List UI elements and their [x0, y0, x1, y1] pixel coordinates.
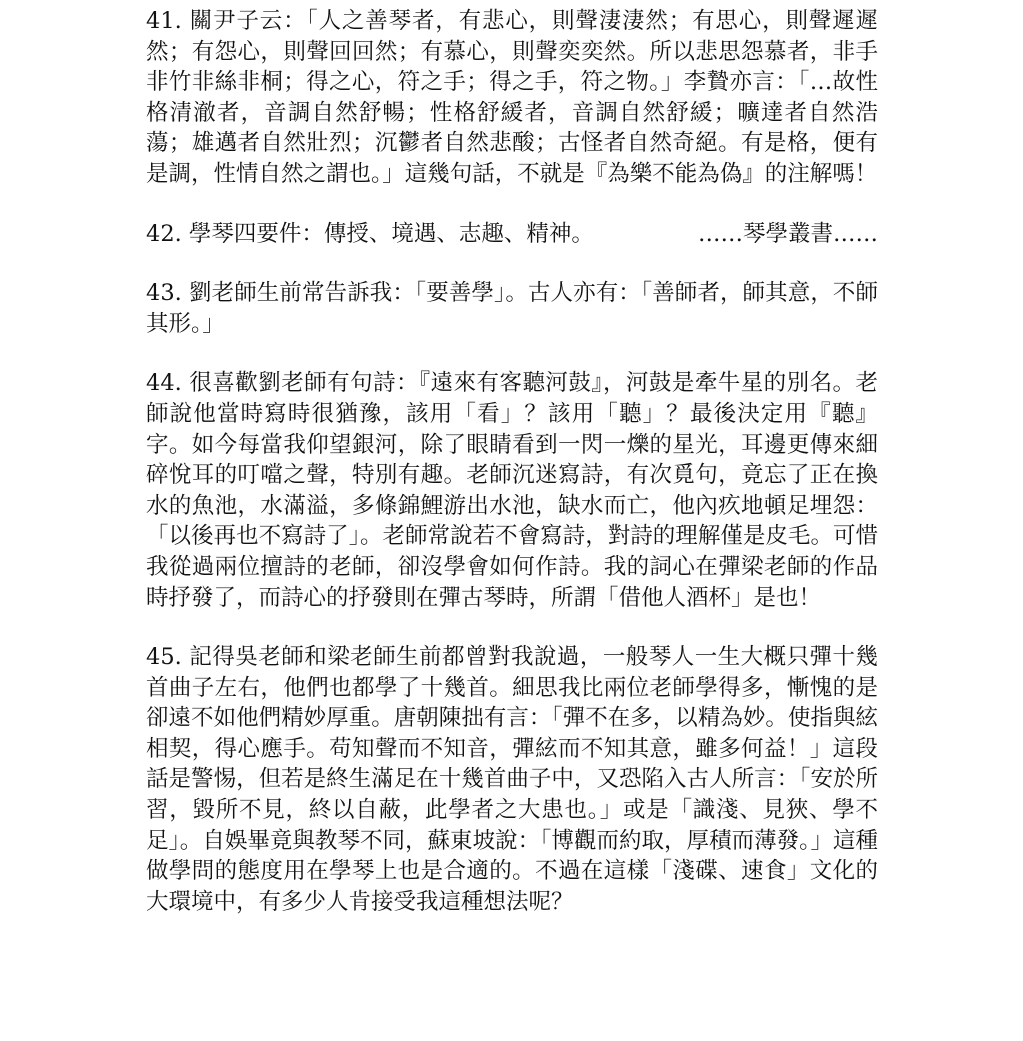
paragraph-43: 43. 劉老師生前常告訴我：「要善學」。古人亦有：「善師者，師其意，不師其形。」	[146, 280, 878, 337]
paragraph-42	[146, 219, 878, 250]
paragraph-41: 41. 關尹子云：「人之善琴者，有悲心，則聲淒淒然；有思心，則聲遲遲然；有怨心，則聲回回然；有慕心，則聲奕奕然。所以悲思怨慕者，非手非竹非絲非桐；得之心，符之手；得之手，符之物。」李贄亦言：「…故性格清澈者，音調自然舒暢；性格舒緩者，音調自然舒緩；曠達者自然浩蕩；雄邁者自然壯烈；沉鬱者自然悲酸；古怪者自然奇絕。有是格，便有是調，性情自然之謂也。」這幾句話，不就是『為樂不能為偽』的注解嗎！	[146, 8, 878, 187]
paragraph-44: 44. 很喜歡劉老師有句詩：『遠來有客聽河鼓』，河鼓是牽牛星的別名。老師說他當時寫時很猶豫，該用「看」？該用「聽」？最後決定用『聽』字。如今每當我仰望銀河，除了眼睛看到一閃一爍的星光，耳邊更傳來細碎悅耳的叮噹之聲，特別有趣。老師沉迷寫詩，有次覓句，竟忘了正在換水的魚池，水滿溢，多條錦鯉游出水池，缺水而亡，他內疚地頓足埋怨：「以後再也不寫詩了」。老師常說若不會寫詩，對詩的理解僅是皮毛。可惜我從過兩位擅詩的老師，卻沒學會如何作詩。我的詞心在彈梁老師的作品時抒發了，而詩心的抒發則在彈古琴時，所謂「借他人酒杯」是也！	[146, 370, 878, 611]
document-page	[146, 6, 878, 946]
paragraph-42-text: 42. 學琴四要件：傳授、境遇、志趣、精神。	[146, 220, 594, 247]
paragraph-42-source: ……琴學叢書……	[697, 220, 878, 247]
paragraph-45: 45. 記得吳老師和梁老師生前都曾對我說過，一般琴人一生大概只彈十幾首曲子左右，他們也都學了十幾首。細思我比兩位老師學得多，慚愧的是卻遠不如他們精妙厚重。唐朝陳拙有言：「彈不在多，以精為妙。使指與絃相契，得心應手。苟知聲而不知音，彈絃而不知其意，雖多何益！」這段話是警惕，但若是終生滿足在十幾首曲子中，又恐陷入古人所言：「安於所習，毀所不見，終以自蔽，此學者之大患也。」或是「識淺、見狹、學不足」。自娛畢竟與教琴不同，蘇東坡說：「博觀而約取，厚積而薄發。」這種做學問的態度用在學琴上也是合適的。不過在這樣「淺碟、速食」文化的大環境中，有多少人肯接受我這種想法呢？	[146, 644, 878, 915]
